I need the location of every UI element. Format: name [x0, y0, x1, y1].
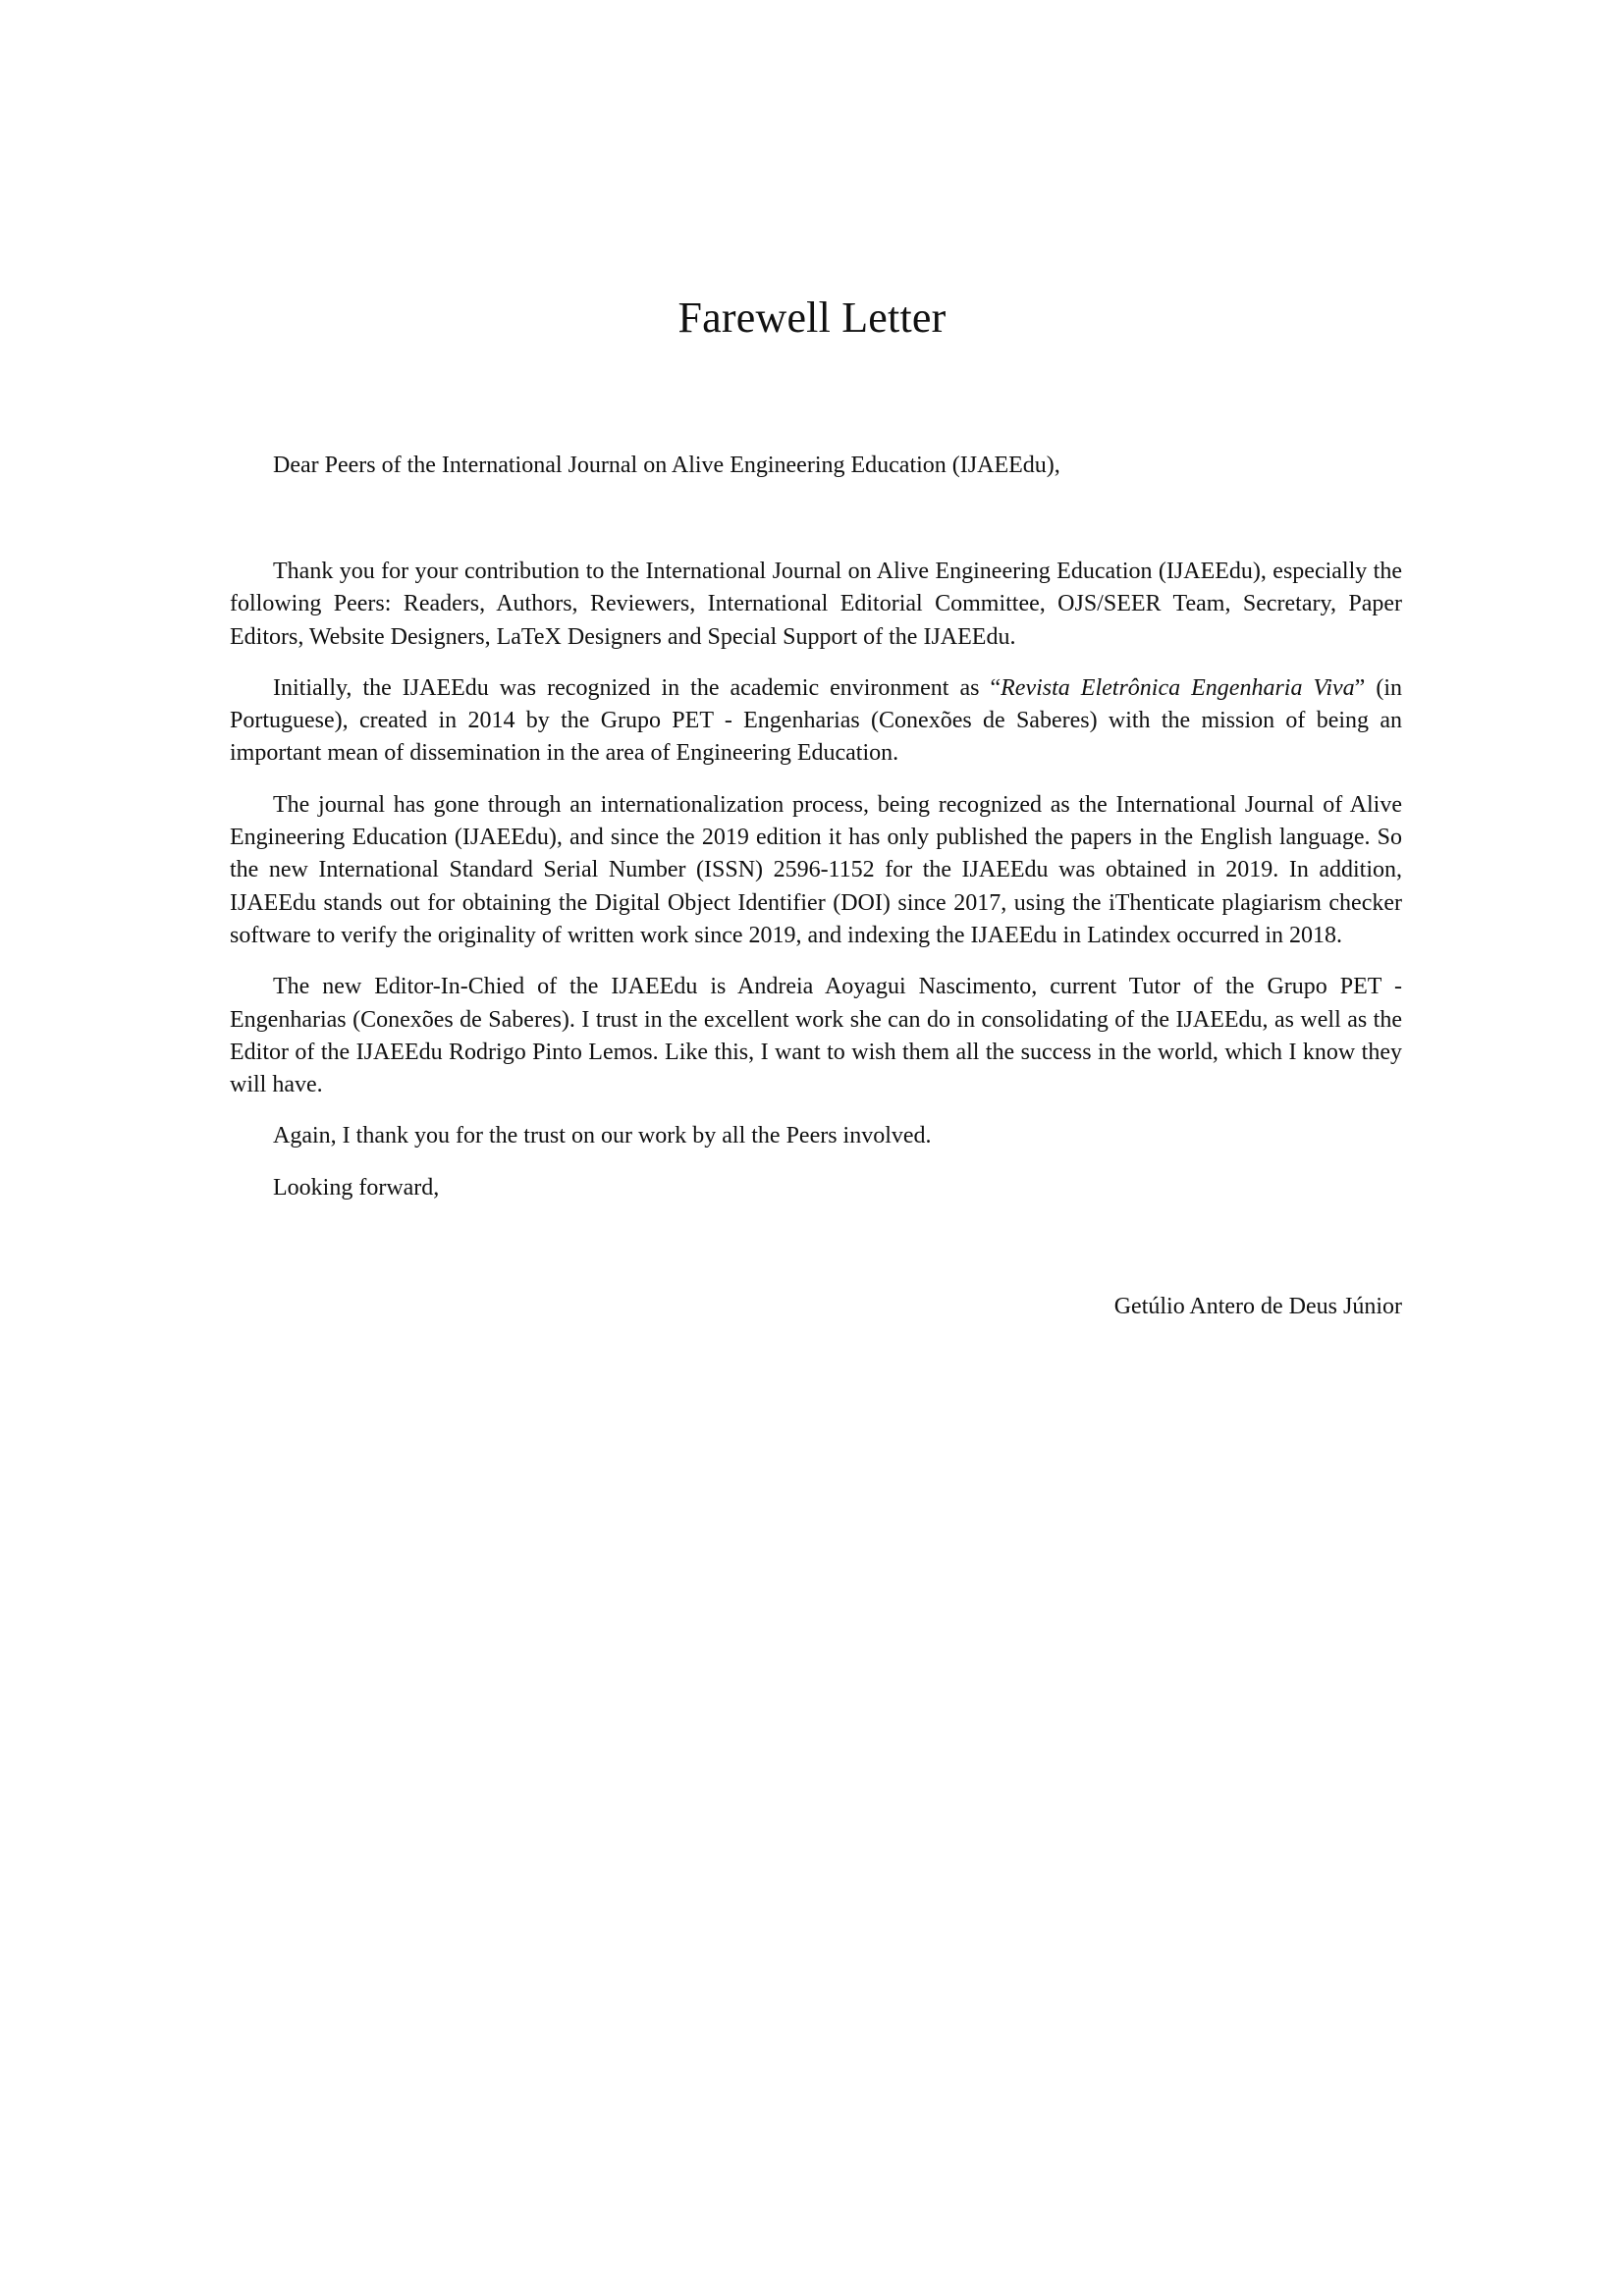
page-title: Farewell Letter — [677, 294, 947, 342]
paragraph-history-before: Initially, the IJAEEdu was recognized in the academic environment as “ — [273, 674, 1001, 701]
paragraph-new-editor: The new Editor-In-Chied of the IJAEEdu is Andreia Aoyagui Nascimento, current Tutor of the Grupo PET - Engenharias (Conexões de Saberes). I trust in the excellent work she can do in consolidating of the IJAEEdu, as well as the Editor of the IJAEEdu Rodrigo Pinto Lemos. Like this, I want to wish them all the success in the world, which I know they will have. — [230, 974, 1402, 1098]
closing-line: Looking forward, — [273, 1174, 440, 1201]
paragraph-again-thanks: Again, I thank you for the trust on our work by all the Peers involved. — [273, 1123, 932, 1149]
paragraph-internationalization: The journal has gone through an internationalization process, being recognized as the International Journal of Alive Engineering Education (IJAEEdu), and since the 2019 edition it has only published the papers in the English language. So the new International Standard Serial Number (ISSN) 2596-1152 for the IJAEEdu was obtained in 2019. In addition, IJAEEdu stands out for obtaining the Digital Object Identifier (DOI) since 2017, using the iThenticate plagiarism checker software to verify the originality of written work since 2019, and indexing the IJAEEdu in Latindex occurred in 2018. — [230, 791, 1402, 948]
signature: Getúlio Antero de Deus Júnior — [1113, 1294, 1402, 1319]
paragraph-history-after: ” (in Portuguese), created in 2014 by the Grupo PET - Engenharias (Conexões de Saberes) with the mission of being an important mean of dissemination in the area of Engineering Education. — [230, 674, 1403, 767]
paragraph-history — [230, 672, 1402, 771]
paragraph-thanks: Thank you for your contribution to the International Journal on Alive Engineering Education (IJAEEdu), especially the following Peers: Readers, Authors, Reviewers, International Editorial Committee, OJS/SEER Team, Secretary, Paper Editors, Website Designers, LaTeX Designers and Special Support of the IJAEEdu. — [230, 559, 1402, 650]
letter-body — [230, 556, 1402, 1223]
journal-original-name: Revista Eletrônica Engenharia Viva — [1001, 674, 1355, 701]
salutation: Dear Peers of the International Journal on Alive Engineering Education (IJAEEdu), — [273, 453, 1060, 478]
